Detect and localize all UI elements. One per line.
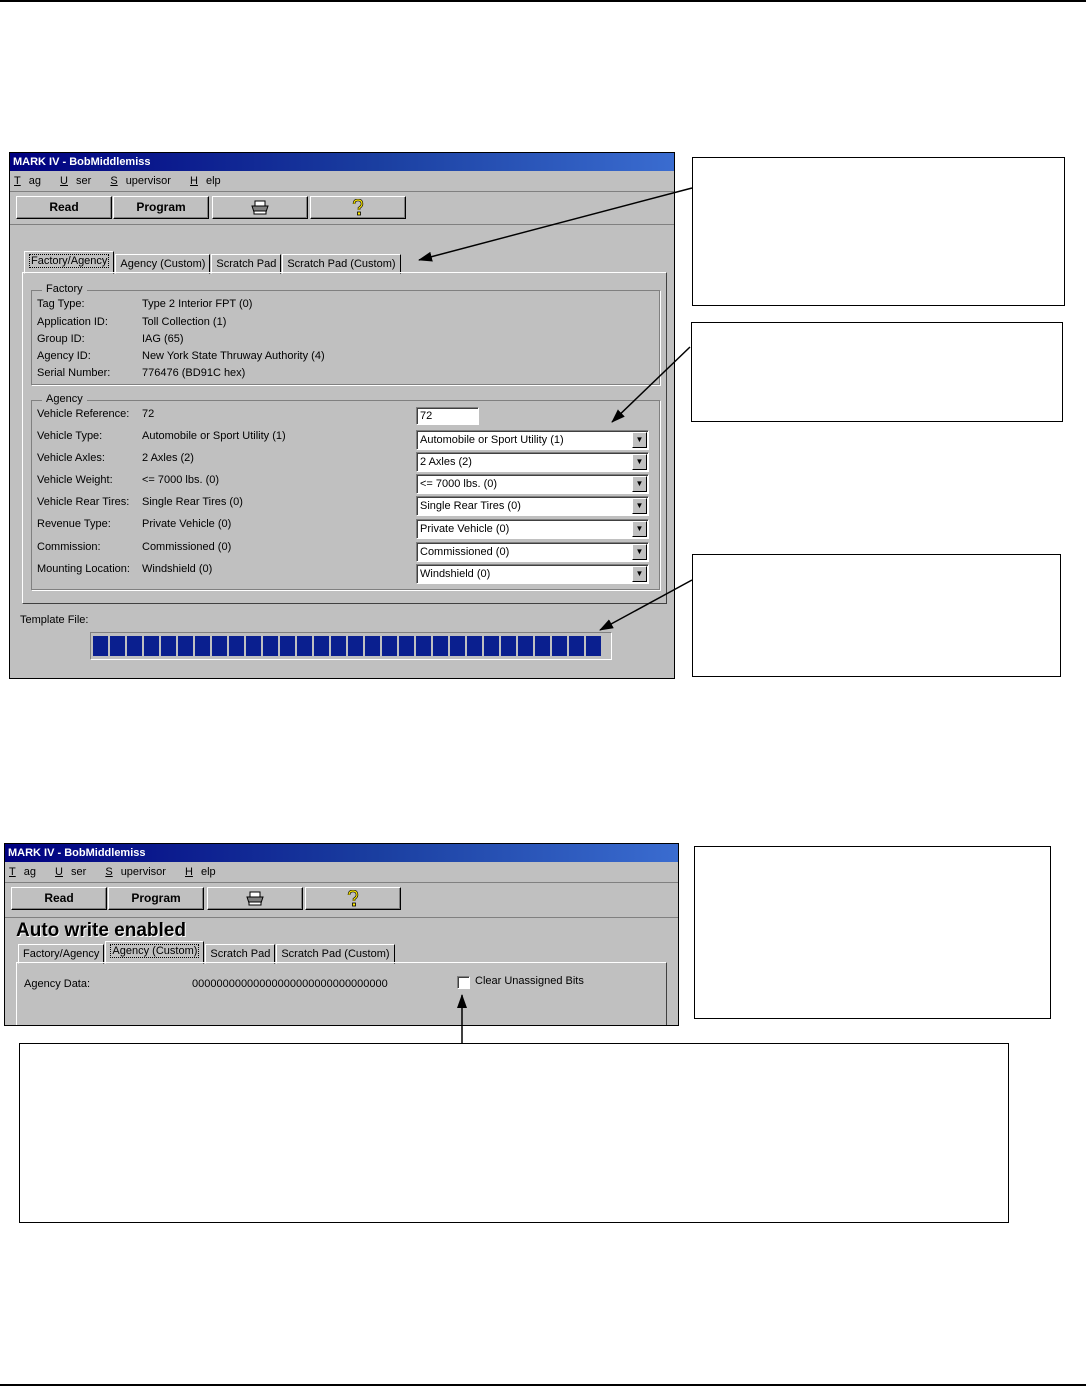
tab-factory-agency[interactable]: Factory/Agency [18, 944, 104, 964]
group-id-value: IAG (65) [142, 333, 184, 345]
callout-box-tabs [692, 157, 1065, 306]
print-button[interactable] [212, 196, 308, 219]
progress-block [297, 636, 312, 656]
printer-icon [245, 891, 265, 906]
progress-block [365, 636, 380, 656]
app-window-secondary [4, 843, 679, 1026]
vehicle-type-label: Vehicle Type: [37, 430, 103, 442]
question-mark-icon [347, 890, 359, 907]
program-button[interactable]: Program [113, 196, 209, 219]
print-button[interactable] [207, 887, 303, 910]
progress-block [127, 636, 142, 656]
progress-block [212, 636, 227, 656]
vehicle-type-select[interactable]: Automobile or Sport Utility (1) ▼ [416, 430, 649, 450]
group-id-label: Group ID: [37, 333, 85, 345]
vehicle-weight-value: <= 7000 lbs. (0) [142, 474, 220, 486]
progress-block [314, 636, 329, 656]
help-button[interactable] [310, 196, 406, 219]
template-file-label: Template File: [20, 614, 89, 626]
progress-block [110, 636, 125, 656]
app-window-main [9, 152, 675, 679]
application-id-label: Application ID: [37, 316, 108, 328]
window-title: MARK IV - BobMiddlemiss [8, 847, 146, 859]
progress-block [467, 636, 482, 656]
progress-block [586, 636, 601, 656]
top-rule [0, 0, 1086, 2]
progress-block [416, 636, 431, 656]
menu-tag[interactable]: T ag [14, 175, 41, 187]
vehicle-rear-tires-select[interactable]: Single Rear Tires (0) ▼ [416, 496, 649, 516]
menu-user[interactable]: U ser [60, 175, 92, 187]
progress-block [382, 636, 397, 656]
clear-unassigned-bits-label[interactable]: Clear Unassigned Bits [475, 975, 584, 987]
revenue-type-label: Revenue Type: [37, 518, 111, 530]
vehicle-axles-label: Vehicle Axles: [37, 452, 105, 464]
progress-block [93, 636, 108, 656]
read-button[interactable]: Read [16, 196, 112, 219]
tab-scratch-pad[interactable]: Scratch Pad [205, 944, 275, 964]
auto-write-status: Auto write enabled [16, 920, 186, 941]
revenue-type-select[interactable]: Private Vehicle (0) ▼ [416, 519, 649, 539]
progress-block [229, 636, 244, 656]
revenue-type-value: Private Vehicle (0) [142, 518, 232, 530]
tab-strip [18, 941, 396, 964]
window-title: MARK IV - BobMiddlemiss [13, 156, 151, 168]
progress-block [518, 636, 533, 656]
read-button[interactable]: Read [11, 887, 107, 910]
vehicle-rear-tires-label: Vehicle Rear Tires: [37, 496, 130, 508]
callout-box-auto-write [694, 846, 1051, 1019]
progress-block [535, 636, 550, 656]
serial-number-label: Serial Number: [37, 367, 111, 379]
progress-block [569, 636, 584, 656]
agency-data-value: 00000000000000000000000000000000 [192, 978, 388, 990]
tab-panel [16, 962, 667, 1026]
dropdown-arrow-icon[interactable]: ▼ [632, 498, 647, 514]
tab-strip [24, 251, 402, 274]
tab-scratch-pad[interactable]: Scratch Pad [211, 254, 281, 274]
menu-bar [5, 862, 678, 882]
serial-number-value: 776476 (BD91C hex) [142, 367, 246, 379]
tab-factory-agency[interactable]: Factory/Agency [24, 251, 114, 274]
tab-scratch-pad-custom[interactable]: Scratch Pad (Custom) [282, 254, 400, 274]
dropdown-arrow-icon[interactable]: ▼ [632, 454, 647, 470]
progress-block [331, 636, 346, 656]
callout-box-progress [692, 554, 1061, 677]
menu-user[interactable]: U ser [55, 866, 87, 878]
vehicle-reference-label: Vehicle Reference: [37, 408, 130, 420]
vehicle-weight-label: Vehicle Weight: [37, 474, 113, 486]
menu-supervisor[interactable]: S upervisor [110, 175, 171, 187]
program-button[interactable]: Program [108, 887, 204, 910]
factory-group [31, 283, 660, 385]
progress-block [348, 636, 363, 656]
dropdown-arrow-icon[interactable]: ▼ [632, 432, 647, 448]
vehicle-rear-tires-value: Single Rear Tires (0) [142, 496, 243, 508]
dropdown-arrow-icon[interactable]: ▼ [632, 544, 647, 560]
progress-block [552, 636, 567, 656]
menu-help[interactable]: H elp [185, 866, 216, 878]
factory-legend: Factory [42, 283, 87, 295]
progress-block [263, 636, 278, 656]
commission-value: Commissioned (0) [142, 541, 232, 553]
mounting-location-select[interactable]: Windshield (0) ▼ [416, 564, 649, 584]
tag-type-value: Type 2 Interior FPT (0) [142, 298, 253, 310]
tab-scratch-pad-custom[interactable]: Scratch Pad (Custom) [276, 944, 394, 964]
callout-box-clear-bits [19, 1043, 1009, 1223]
agency-id-label: Agency ID: [37, 350, 91, 362]
mounting-location-label: Mounting Location: [37, 563, 130, 575]
menu-supervisor[interactable]: S upervisor [105, 866, 166, 878]
menu-tag[interactable]: T ag [9, 866, 36, 878]
progress-block [144, 636, 159, 656]
toolbar [10, 191, 674, 225]
commission-select[interactable]: Commissioned (0) ▼ [416, 542, 649, 562]
progress-block [450, 636, 465, 656]
progress-block [195, 636, 210, 656]
application-id-value: Toll Collection (1) [142, 316, 227, 328]
vehicle-type-value: Automobile or Sport Utility (1) [142, 430, 286, 442]
question-mark-icon [352, 199, 364, 216]
progress-block [399, 636, 414, 656]
dropdown-arrow-icon[interactable]: ▼ [632, 476, 647, 492]
progress-block [280, 636, 295, 656]
agency-data-label: Agency Data: [24, 978, 91, 990]
mounting-location-value: Windshield (0) [142, 563, 213, 575]
menu-bar [10, 171, 674, 191]
window-title-bar [10, 153, 674, 171]
toolbar [5, 882, 678, 918]
commission-label: Commission: [37, 541, 101, 553]
clear-unassigned-bits-checkbox[interactable] [457, 976, 470, 989]
dropdown-arrow-icon[interactable]: ▼ [632, 566, 647, 582]
bottom-rule [0, 1384, 1086, 1386]
window-title-bar [5, 844, 678, 862]
printer-icon [250, 200, 270, 215]
dropdown-arrow-icon[interactable]: ▼ [632, 521, 647, 537]
help-button[interactable] [305, 887, 401, 910]
vehicle-reference-value: 72 [142, 408, 155, 420]
progress-block [161, 636, 176, 656]
vehicle-reference-input[interactable]: 72 [416, 407, 479, 425]
progress-block [501, 636, 516, 656]
menu-help[interactable]: H elp [190, 175, 221, 187]
callout-box-dropdowns [691, 322, 1063, 422]
tag-type-label: Tag Type: [37, 298, 85, 310]
tab-agency-custom[interactable]: Agency (Custom) [105, 941, 204, 964]
tab-agency-custom[interactable]: Agency (Custom) [115, 254, 210, 274]
vehicle-axles-value: 2 Axles (2) [142, 452, 194, 464]
progress-block [178, 636, 193, 656]
template-progress-bar [90, 632, 612, 660]
vehicle-weight-select[interactable]: <= 7000 lbs. (0) ▼ [416, 474, 649, 494]
vehicle-axles-select[interactable]: 2 Axles (2) ▼ [416, 452, 649, 472]
progress-block [484, 636, 499, 656]
progress-block [433, 636, 448, 656]
progress-block [246, 636, 261, 656]
agency-id-value: New York State Thruway Authority (4) [142, 350, 325, 362]
agency-legend: Agency [42, 393, 87, 405]
